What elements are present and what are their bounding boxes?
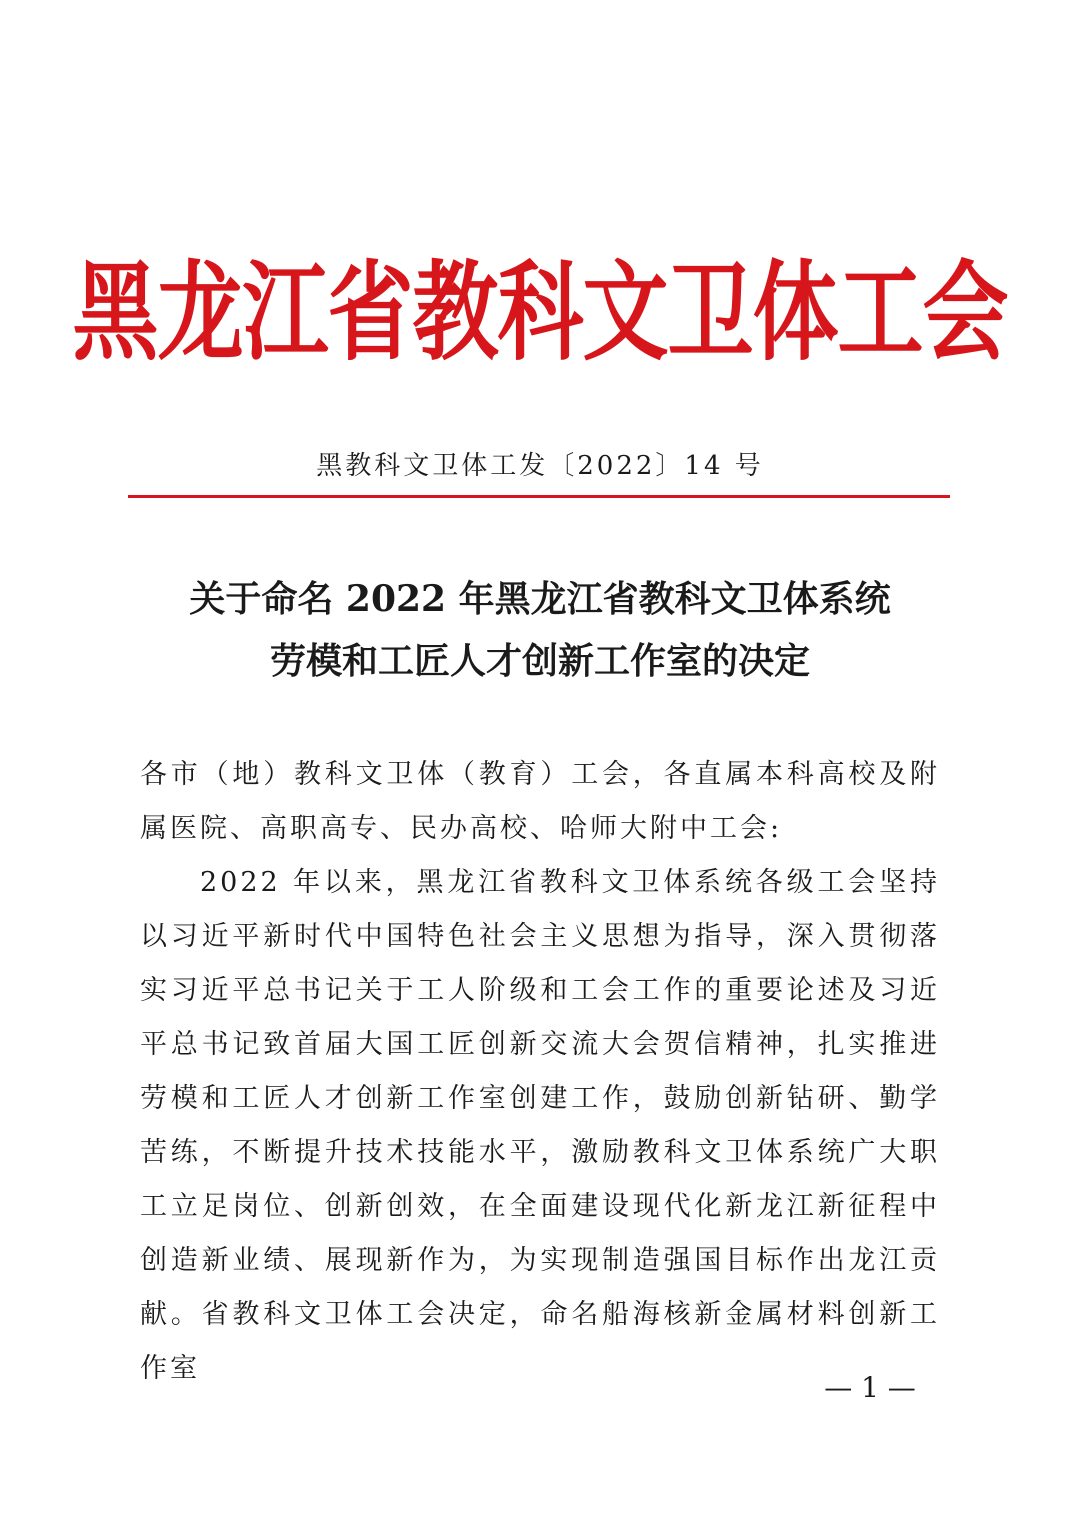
document-number: 黑教科文卫体工发〔2022〕14 号 [316,451,764,481]
page-number: — 1 — [824,1371,916,1404]
title-line-1: 关于命名 2022 年黑龙江省教科文卫体系统 [189,578,891,620]
addressee-paragraph: 各市（地）教科文卫体（教育）工会，各直属本科高校及附属医院、高职高专、民办高校、哈师大附中工会: [140,759,940,844]
organization-masthead: 黑龙江省教科文卫体工会 [72,249,1008,376]
title-line-2: 劳模和工匠人才创新工作室的决定 [269,640,810,682]
document-body [140,748,940,1396]
red-divider-line [128,495,950,498]
body-paragraph: 2022 年以来，黑龙江省教科文卫体系统各级工会坚持以习近平新时代中国特色社会主义思想为指导，深入贯彻落实习近平总书记关于工人阶级和工会工作的重要论述及习近平总书记致首届大国工匠创新交流大会贺信精神，扎实推进劳模和工匠人才创新工作室创建工作，鼓励创新钻研、勤学苦练，不断提升技术技能水平，激励教科文卫体系统广大职工立足岗位、创新创效，在全面建设现代化新龙江新征程中创造新业绩、展现新作为，为实现制造强国目标作出龙江贡献。省教科文卫体工会决定，命名船海核新金属材料创新工作室 [140,867,940,1384]
document-title [0,568,1080,692]
